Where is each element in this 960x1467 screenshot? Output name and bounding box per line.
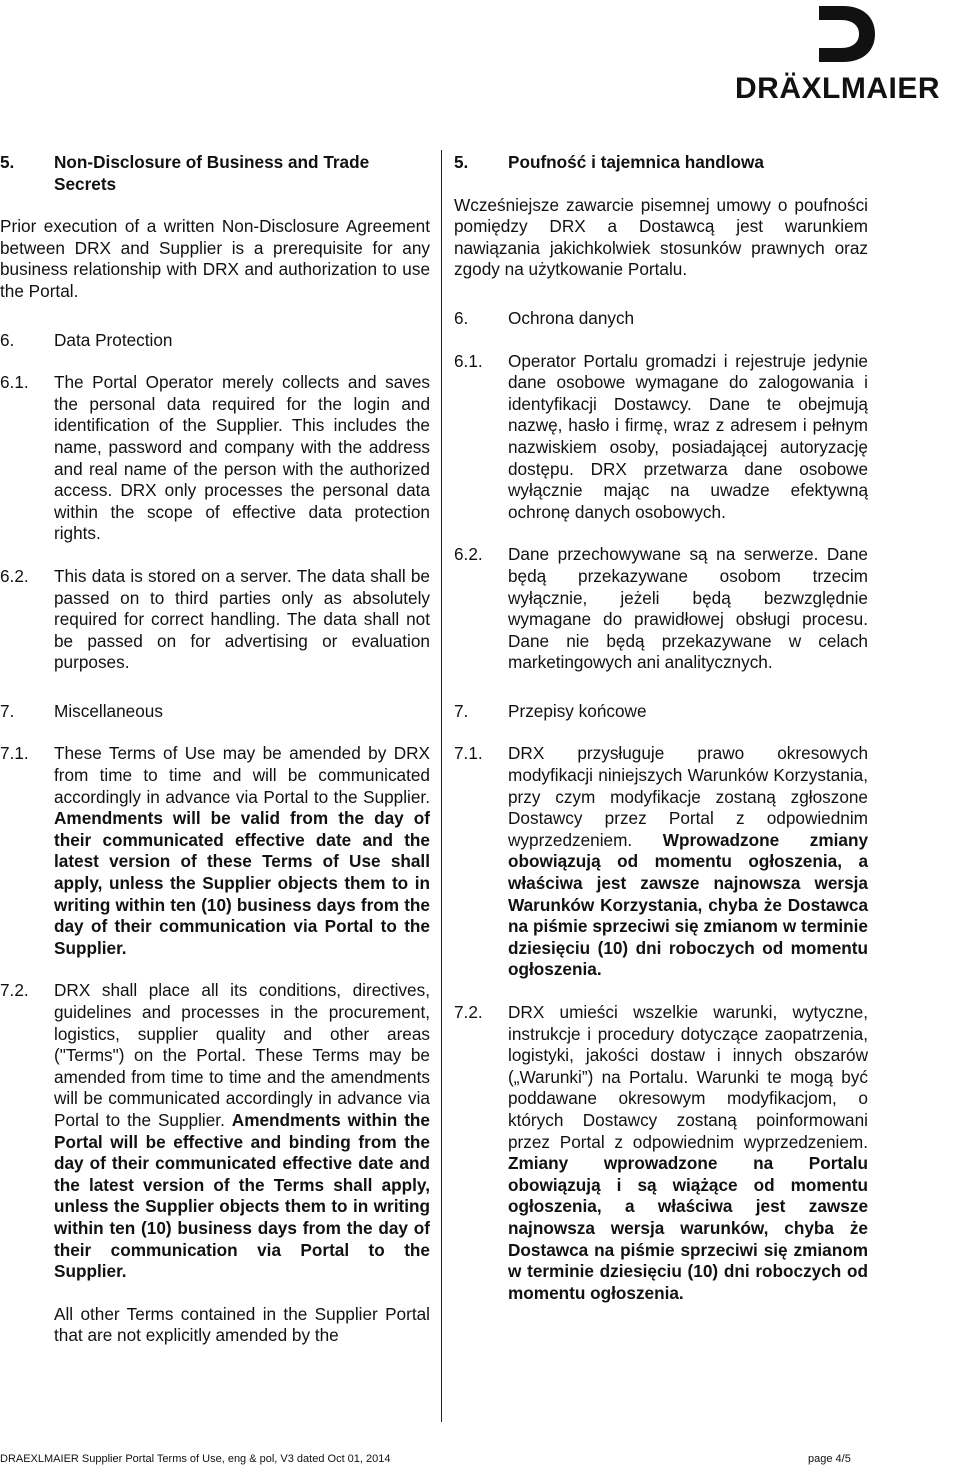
clause-number: 7.1.	[0, 743, 29, 764]
clause-text	[54, 743, 430, 959]
clause-7-1	[0, 743, 430, 959]
clause-text: This data is stored on a server. The data shall be passed on to third parties only as absolutely required for correct handling. The data shall not be passed on for advertising or evaluation purposes.	[54, 565, 430, 673]
clause-text-bold: Amendments will be valid from the day of their communicated effective date and the latest version of these Terms of Use shall apply, unless the Supplier objects them to in writing within ten (10) business days from the day of their communication via Portal to the Supplier.	[54, 808, 430, 958]
clause-number: 7.2.	[0, 980, 29, 1001]
section-title: Ochrona danych	[508, 307, 635, 328]
company-logo	[735, 6, 957, 105]
section-6-heading	[454, 308, 868, 330]
clause-number: 7.1.	[454, 743, 483, 764]
clause-text: All other Terms contained in the Supplier Portal that are not explicitly amended by the	[54, 1303, 430, 1346]
clause-6-2	[0, 566, 430, 674]
section-5-heading	[0, 152, 430, 195]
clause-text-plain: DRX umieści wszelkie warunki, wytyczne, instrukcje i procedury dotyczące zaopatrzenia, logistyki, jakości dostaw i innych obszarów („Warunki”) na Portalu. Warunki te mogą być poddawane okresowym modyfikacjom, o których Dostawcy zostaną poinformowani przez Portal z odpowiednim wyprzedzeniem.	[508, 1002, 868, 1152]
section-number: 5.	[0, 152, 15, 172]
section-5-body: Wcześniejsze zawarcie pisemnej umowy o poufności pomiędzy DRX a Dostawcą jest warunkiem nawiązania jakichkolwiek stosunków prawnych oraz zgody na użytkowanie Portalu.	[454, 194, 868, 280]
clause-number: 6.1.	[0, 372, 29, 393]
clause-7-1	[454, 743, 868, 981]
section-5-body: Prior execution of a written Non-Disclosure Agreement between DRX and Supplier is a prerequisite for any business relationship with DRX and authorization to use the Portal.	[0, 216, 430, 301]
clause-6-1	[0, 372, 430, 545]
clause-6-1	[454, 351, 868, 524]
section-number: 6.	[454, 307, 469, 328]
section-title: Przepisy końcowe	[508, 700, 647, 721]
footer-page-number: page 4/5	[808, 1453, 851, 1465]
section-title: Poufność i tajemnica handlowa	[508, 152, 764, 172]
section-number: 7.	[0, 700, 15, 721]
polish-column	[454, 152, 868, 1304]
clause-number: 6.1.	[454, 350, 483, 371]
clause-text: The Portal Operator merely collects and saves the personal data required for the login and identification of the Supplier. This includes the name, password and company with the address and real name of the person with the authorized access. DRX only processes the personal data within the scope of effective data protection rights.	[54, 372, 430, 544]
clause-text-plain: These Terms of Use may be amended by DRX from time to time and will be communicated accordingly in advance via Portal to the Supplier.	[54, 743, 430, 807]
clause-text	[508, 743, 868, 981]
clause-text: Operator Portalu gromadzi i rejestruje jedynie dane osobowe wymagane do zalogowania i identyfikacji Dostawcy. Dane te obejmują nazwę, hasło i firmę, wraz z adresem i pełnym nazwiskiem osoby, posiadającej autoryzację dostępu. DRX przetwarza dane osobowe wyłącznie mając na uwadze efektywną ochronę danych osobowych.	[508, 350, 868, 522]
section-title: Non-Disclosure of Business and Trade Secrets	[54, 152, 370, 194]
clause-7-2	[0, 980, 430, 1282]
section-6-heading	[0, 330, 430, 352]
section-number: 6.	[0, 329, 15, 350]
column-divider	[441, 150, 442, 1422]
section-title: Miscellaneous	[54, 700, 163, 721]
section-5-heading	[454, 152, 868, 174]
section-number: 7.	[454, 700, 469, 721]
clause-text	[54, 980, 430, 1282]
clause-number: 6.2.	[454, 544, 483, 565]
clause-text-bold: Wprowadzone zmiany obowiązują od momentu ogłoszenia, a właściwa jest zawsze najnowsza wersja Warunków Korzystania, chyba że Dostawca na piśmie sprzeciwi się zmianom w terminie dziesięciu (10) dni roboczych od momentu ogłoszenia.	[508, 829, 868, 980]
clause-number: 7.2.	[454, 1002, 483, 1022]
section-number: 5.	[454, 152, 469, 172]
english-column	[0, 152, 430, 1347]
clause-text	[508, 1002, 868, 1304]
section-7-heading	[454, 701, 868, 723]
section-title: Data Protection	[54, 329, 173, 350]
section-7-heading	[0, 701, 430, 723]
logo-wordmark: DRÄXLMAIER	[735, 72, 940, 105]
d-logo-icon	[819, 6, 875, 62]
clause-text: Dane przechowywane są na serwerze. Dane będą przekazywane osobom trzecim wyłącznie, jeżeli będą bezwzględnie wymagane do prawidłowej obsługi procesu. Dane nie będą przekazywane w celach marketingowych ani analitycznych.	[508, 544, 868, 673]
clause-6-2	[454, 544, 868, 674]
footer-document-title: DRAEXLMAIER Supplier Portal Terms of Use, eng & pol, V3 dated Oct 01, 2014	[0, 1453, 391, 1465]
clause-number: 6.2.	[0, 565, 29, 586]
clause-text-bold: Zmiany wprowadzone na Portalu obowiązują i są wiążące od momentu ogłoszenia, a właściwa jest zawsze najnowsza wersja warunków, chyba że Dostawca na piśmie sprzeciwi się zmianom w terminie dziesięciu (10) dni roboczych od momentu ogłoszenia.	[508, 1153, 868, 1303]
clause-7-3	[0, 1304, 430, 1347]
clause-text-plain: DRX przysługuje prawo okresowych modyfikacji niniejszych Warunków Korzystania, przy czym modyfikacje zostaną zgłoszone Dostawcy przez Portal z odpowiednim wyprzedzeniem.	[508, 743, 868, 850]
clause-text-plain: DRX shall place all its conditions, directives, guidelines and processes in the procurement, logistics, supplier quality and other areas ("Terms") on the Portal. These Terms may be amended from time to time and the amendments will be communicated accordingly in advance via Portal to the Supplier.	[54, 980, 430, 1130]
clause-text-bold: Amendments within the Portal will be effective and binding from the day of their communicated effective date and the latest version of the Terms shall apply, unless the Supplier objects them to in writing within ten (10) business days from the day of their communication via Portal to the Supplier.	[54, 1109, 430, 1282]
clause-7-2	[454, 1002, 868, 1304]
